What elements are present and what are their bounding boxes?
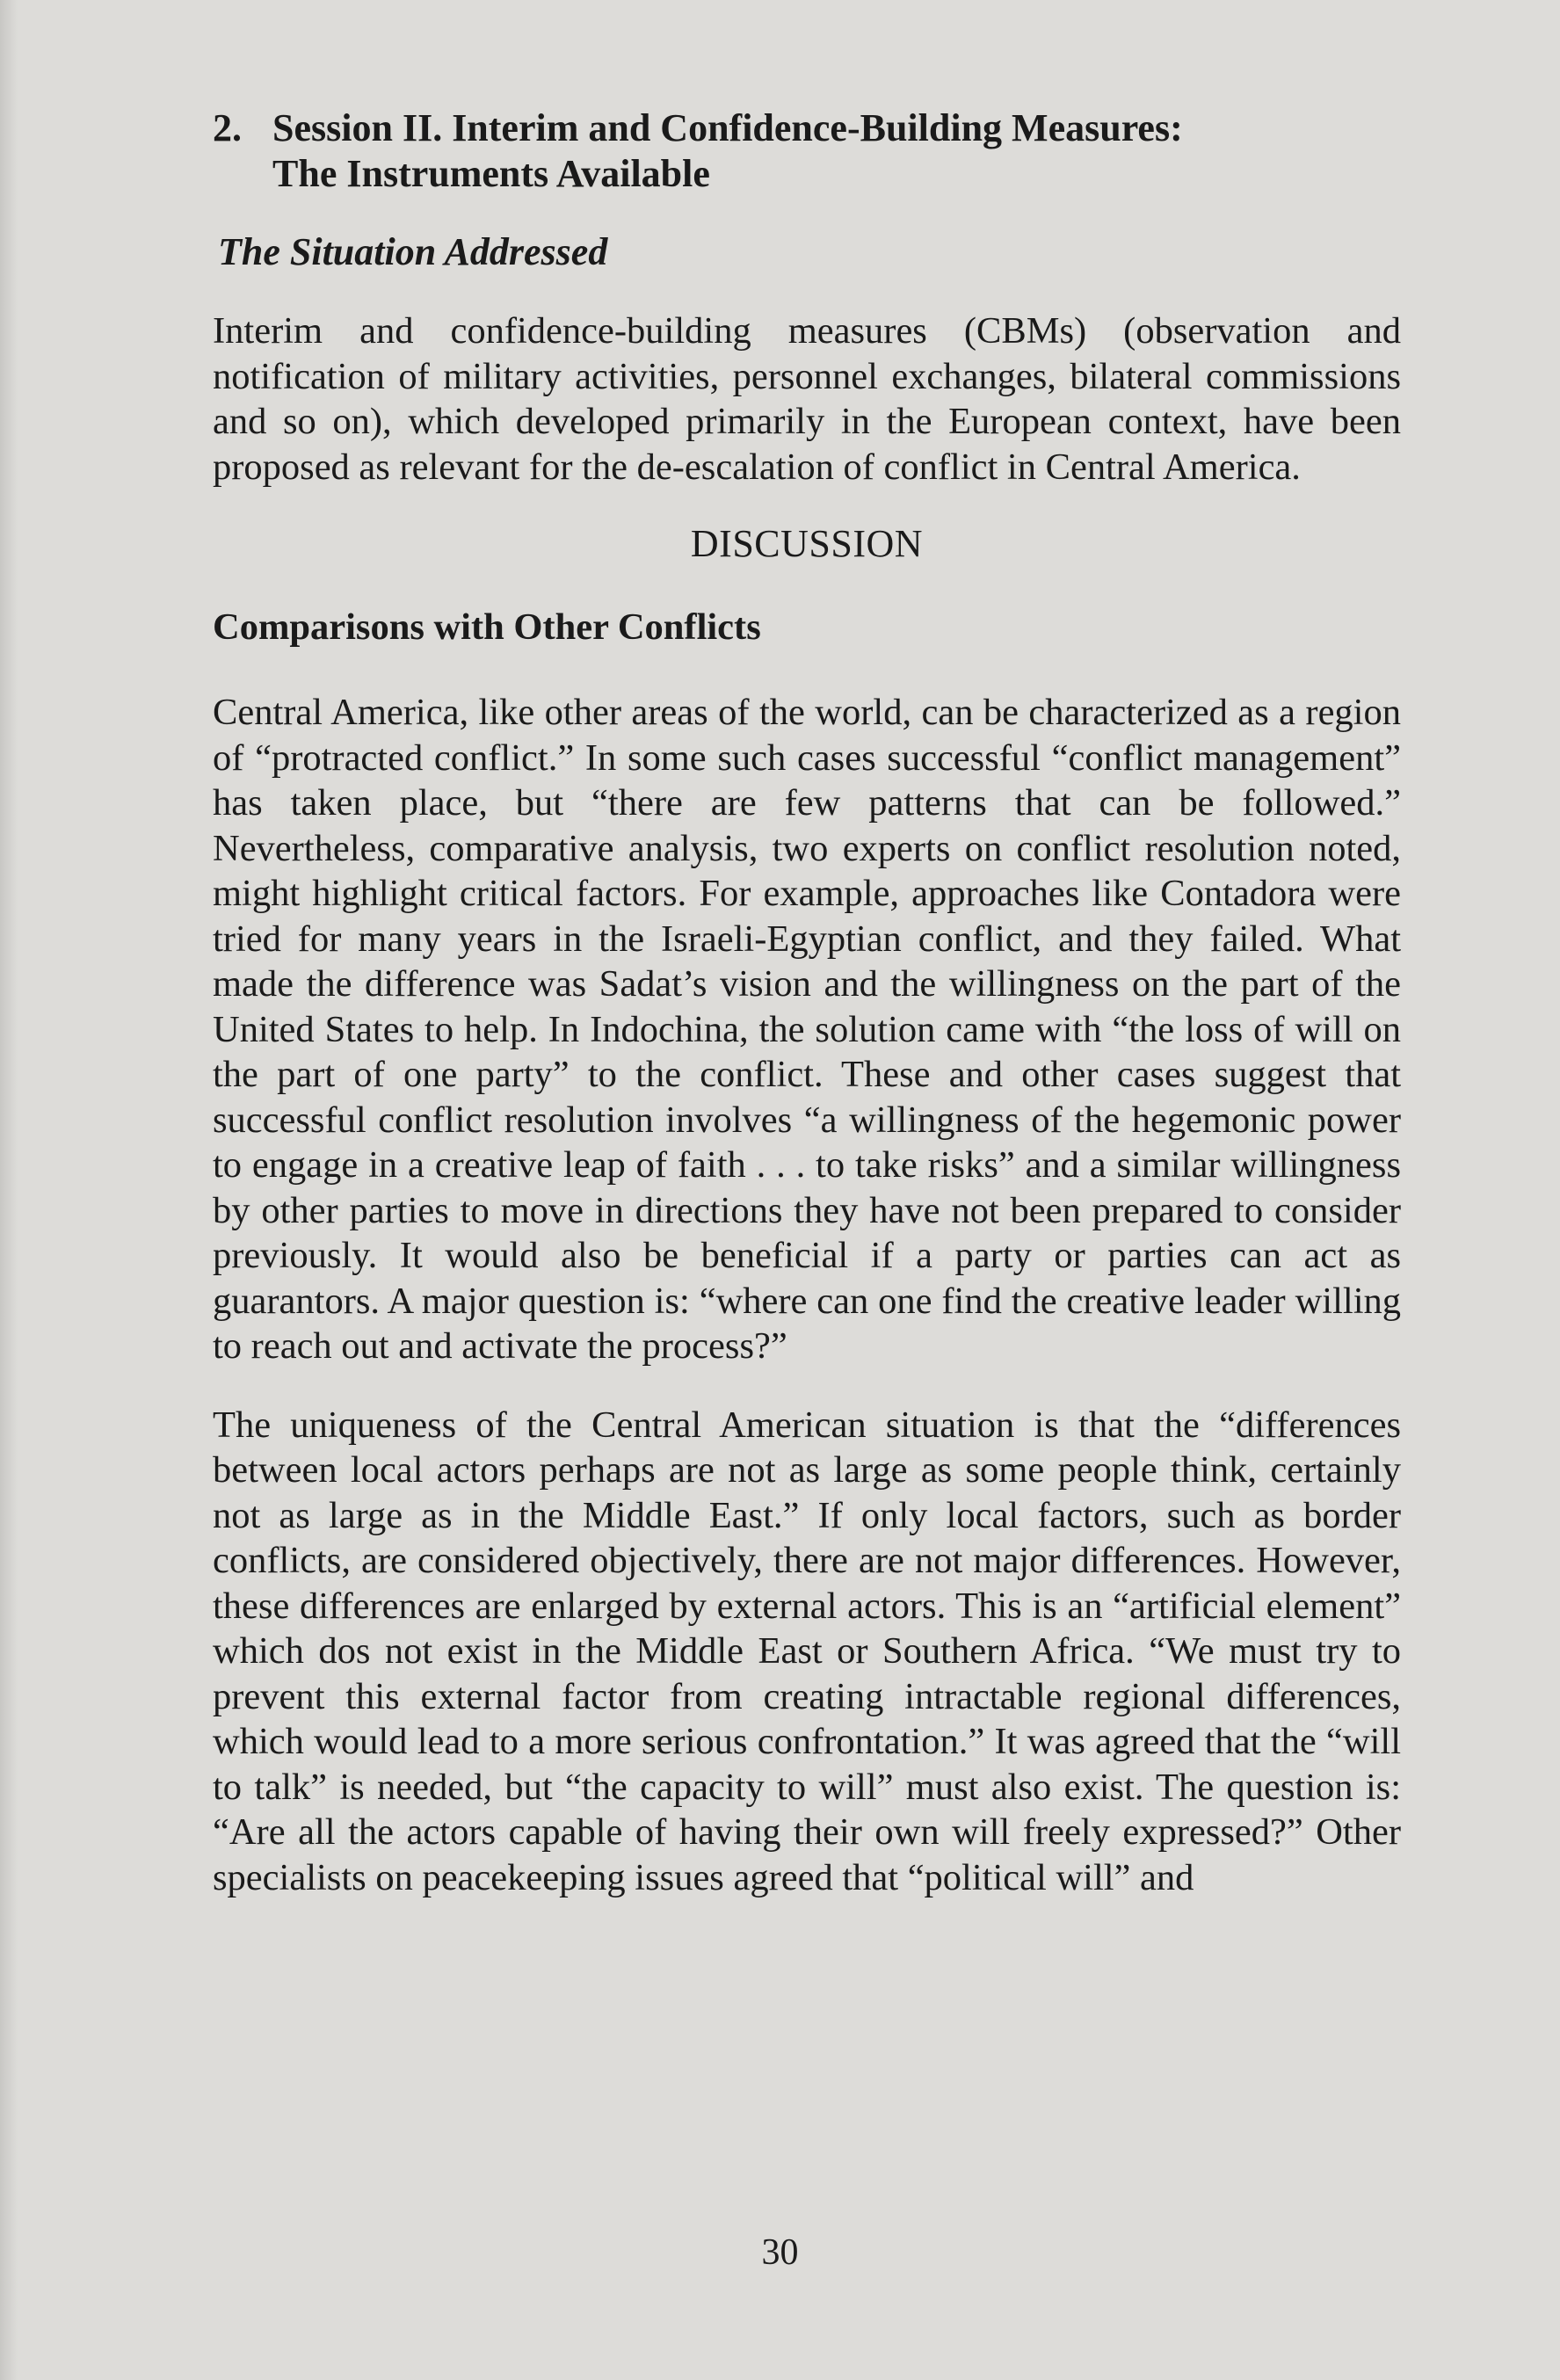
- section-title-line-1: Session II. Interim and Confidence-Building Measures:: [272, 106, 1183, 149]
- subheading-situation: The Situation Addressed: [218, 230, 608, 273]
- comparisons-heading: Comparisons with Other Conflicts: [213, 606, 761, 648]
- paragraph-gap: [213, 1369, 1401, 1403]
- body-paragraph-2: The uniqueness of the Central American situation is that the “differences between local actors perhaps are not as large as some people think, certainly not as large as in the Middle East.” If only local factors, such as border conflicts, are considered objectively, there are not major differences. However, these differences are enlarged by external actors. This is an “artificial element” which dos not exist in the Middle East or Southern Africa. “We must try to prevent this external factor from creating intractable regional differences, which would lead to a more serious confrontation.” It was agreed that the “will to talk” is needed, but “the capacity to will” must also exist. The question is: “Are all the actors capable of having their own will freely expressed?” Other specialists on peacekeeping issues agreed that “political will” and: [213, 1404, 1401, 1898]
- section-title-line-2: The Instruments Available: [272, 152, 710, 195]
- section-heading: [213, 105, 1401, 197]
- page-number: 30: [761, 2232, 799, 2273]
- page-content: [213, 105, 1401, 1900]
- page-edge-shadow: [0, 0, 18, 2380]
- discussion-heading: DISCUSSION: [690, 522, 924, 565]
- intro-paragraph: Interim and confidence-building measures (CBMs) (observation and notification of military activities, personnel exchanges, bilateral commissions and so on), which developed primarily in the European context, have been proposed as relevant for the de-escalation of conflict in Central America.: [213, 310, 1401, 488]
- section-title: [272, 105, 1401, 197]
- section-number: 2.: [213, 106, 242, 149]
- body-paragraph-1: Central America, like other areas of the world, can be characterized as a region of “protracted conflict.” In some such cases successful “conflict management” has taken place, but “there are few patterns that can be followed.” Nevertheless, comparative analysis, two experts on conflict resolution noted, might highlight critical factors. For example, approaches like Contadora were tried for many years in the Israeli-Egyptian conflict, and they failed. What made the difference was Sadat’s vision and the willingness on the part of the United States to help. In Indochina, the solution came with “the loss of will on the part of one party” to the conflict. These and other cases suggest that successful conflict resolution involves “a willingness of the hegemonic power to engage in a creative leap of faith . . . to take risks” and a similar willingness by other parties to move in directions they have not been prepared to consider previously. It would also be beneficial if a party or parties can act as guarantors. A major question is: “where can one find the creative leader willing to reach out and activate the process?”: [213, 692, 1401, 1367]
